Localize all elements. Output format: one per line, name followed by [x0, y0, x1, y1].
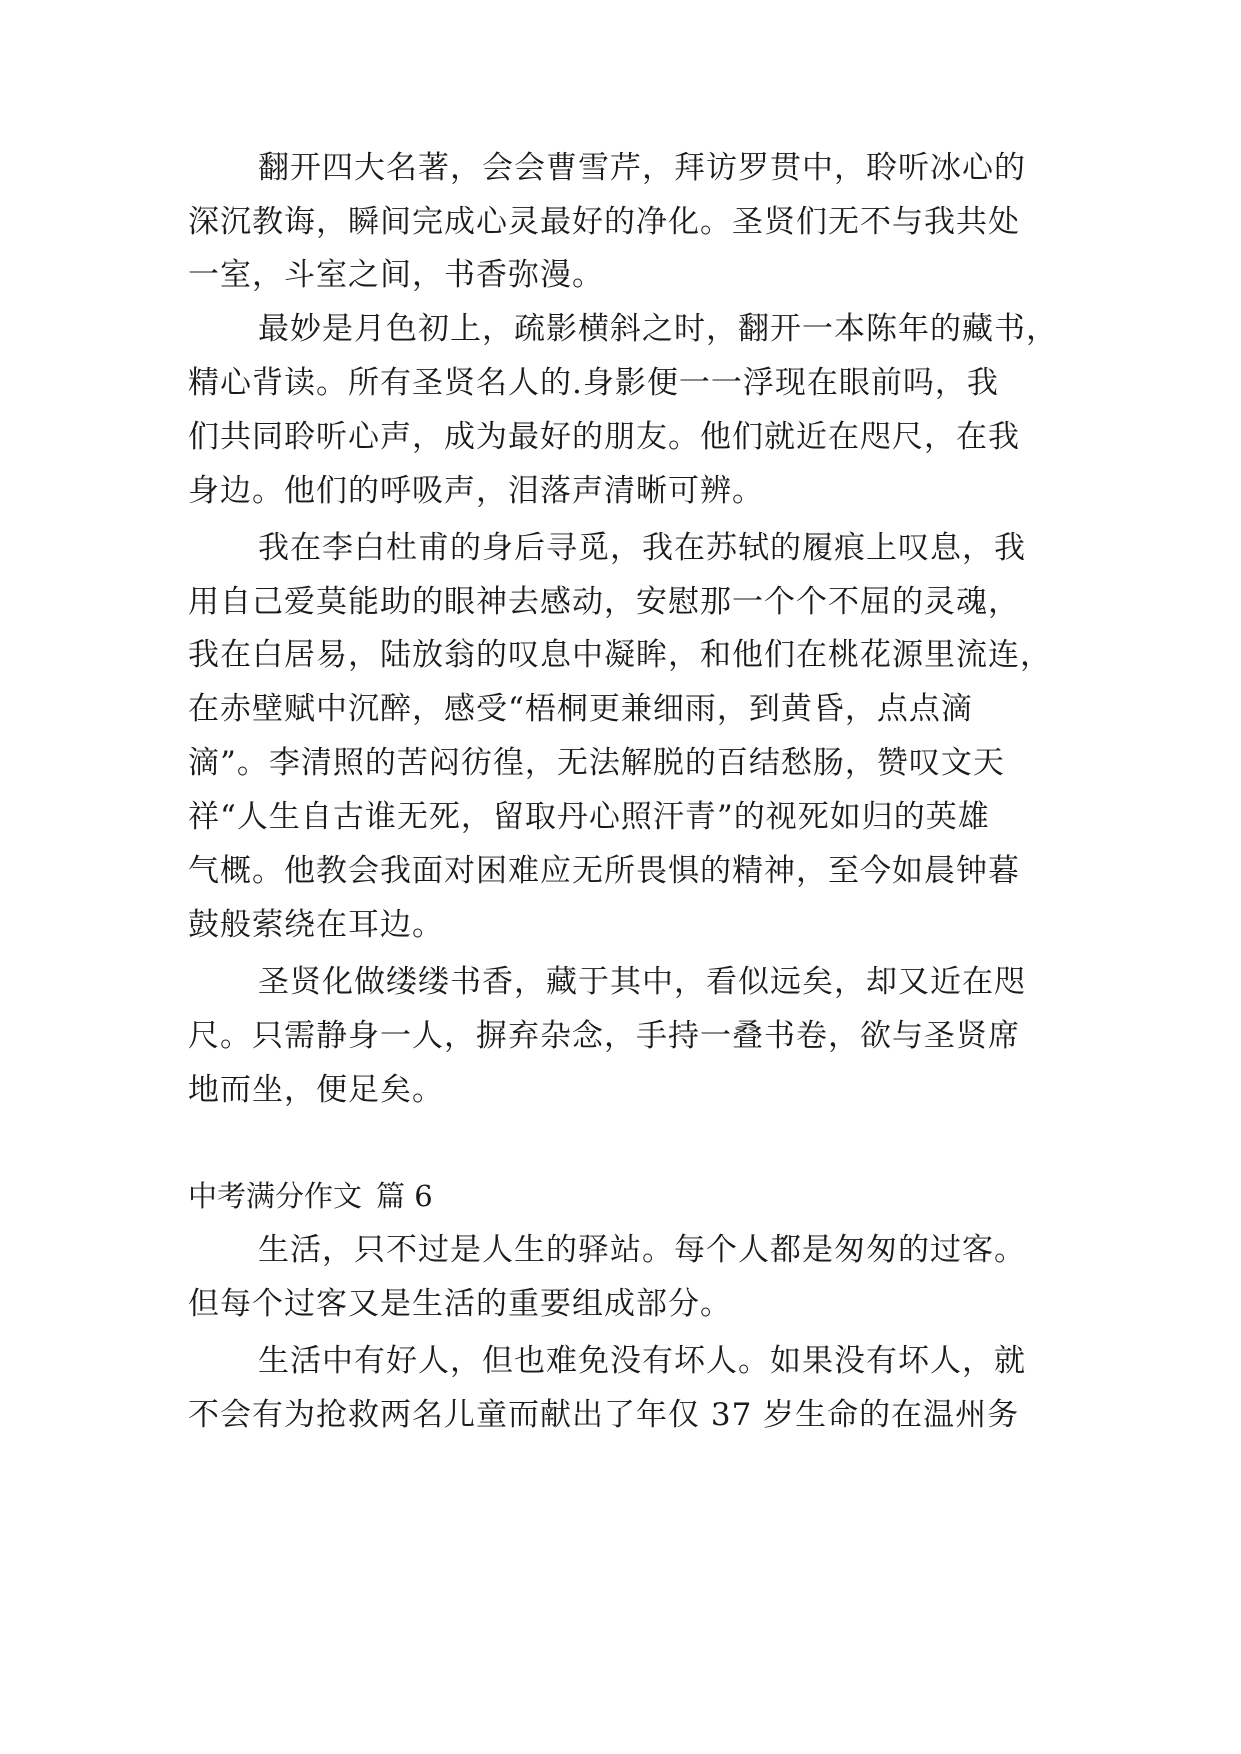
paragraph-3-line-8: 鼓般萦绕在耳边。 [188, 907, 444, 943]
section-heading [188, 1176, 433, 1216]
paragraph-3-line-6: 祥“人生自古谁无死，留取丹心照汗青”的视死如归的英雄 [188, 799, 990, 835]
paragraph-5-line-2: 但每个过客又是生活的重要组成部分。 [188, 1286, 732, 1322]
paragraph-3-line-3: 我在白居易，陆放翁的叹息中凝眸，和他们在桃花源里流连， [188, 637, 1052, 673]
paragraph-1-line-2: 深沉教诲，瞬间完成心灵最好的净化。圣贤们无不与我共处 [188, 204, 1020, 240]
paragraph-6-line-2: 不会有为抢救两名儿童而献出了年仅 37 岁生命的在温州务 [188, 1397, 1020, 1433]
paragraph-4-line-3: 地而坐，便足矣。 [188, 1072, 444, 1108]
section-heading-title: 中考满分作文 [188, 1179, 363, 1213]
paragraph-6-line-1: 生活中有好人，但也难免没有坏人。如果没有坏人，就 [258, 1343, 1026, 1379]
paragraph-2-line-2: 精心背读。所有圣贤名人的.身影便一一浮现在眼前吗，我 [188, 365, 999, 401]
paragraph-3-line-7: 气概。他教会我面对困难应无所畏惧的精神，至今如晨钟暮 [188, 853, 1020, 889]
paragraph-2-line-3: 们共同聆听心声，成为最好的朋友。他们就近在咫尺，在我 [188, 419, 1020, 455]
paragraph-5-line-1: 生活，只不过是人生的驿站。每个人都是匆匆的过客。 [258, 1232, 1026, 1268]
paragraph-4-line-1: 圣贤化做缕缕书香，藏于其中，看似远矣，却又近在咫 [258, 964, 1026, 1000]
paragraph-3-line-2: 用自己爱莫能助的眼神去感动，安慰那一个个不屈的灵魂， [188, 584, 1020, 620]
paragraph-2-line-1: 最妙是月色初上，疏影横斜之时，翻开一本陈年的藏书， [258, 311, 1058, 347]
section-heading-number: 篇 6 [376, 1179, 433, 1213]
paragraph-4-line-2: 尺。只需静身一人，摒弃杂念，手持一叠书卷，欲与圣贤席 [188, 1018, 1020, 1054]
paragraph-1-line-3: 一室，斗室之间，书香弥漫。 [188, 257, 604, 293]
paragraph-3-line-4: 在赤壁赋中沉醉，感受“梧桐更兼细雨，到黄昏，点点滴 [188, 691, 973, 727]
paragraph-2-line-4: 身边。他们的呼吸声，泪落声清晰可辨。 [188, 473, 764, 509]
paragraph-3-line-1: 我在李白杜甫的身后寻觅，我在苏轼的履痕上叹息，我 [258, 530, 1026, 566]
paragraph-1-line-1: 翻开四大名著，会会曹雪芹，拜访罗贯中，聆听冰心的 [258, 150, 1026, 186]
paragraph-3-line-5: 滴”。李清照的苦闷彷徨，无法解脱的百结愁肠，赞叹文天 [188, 745, 1005, 781]
